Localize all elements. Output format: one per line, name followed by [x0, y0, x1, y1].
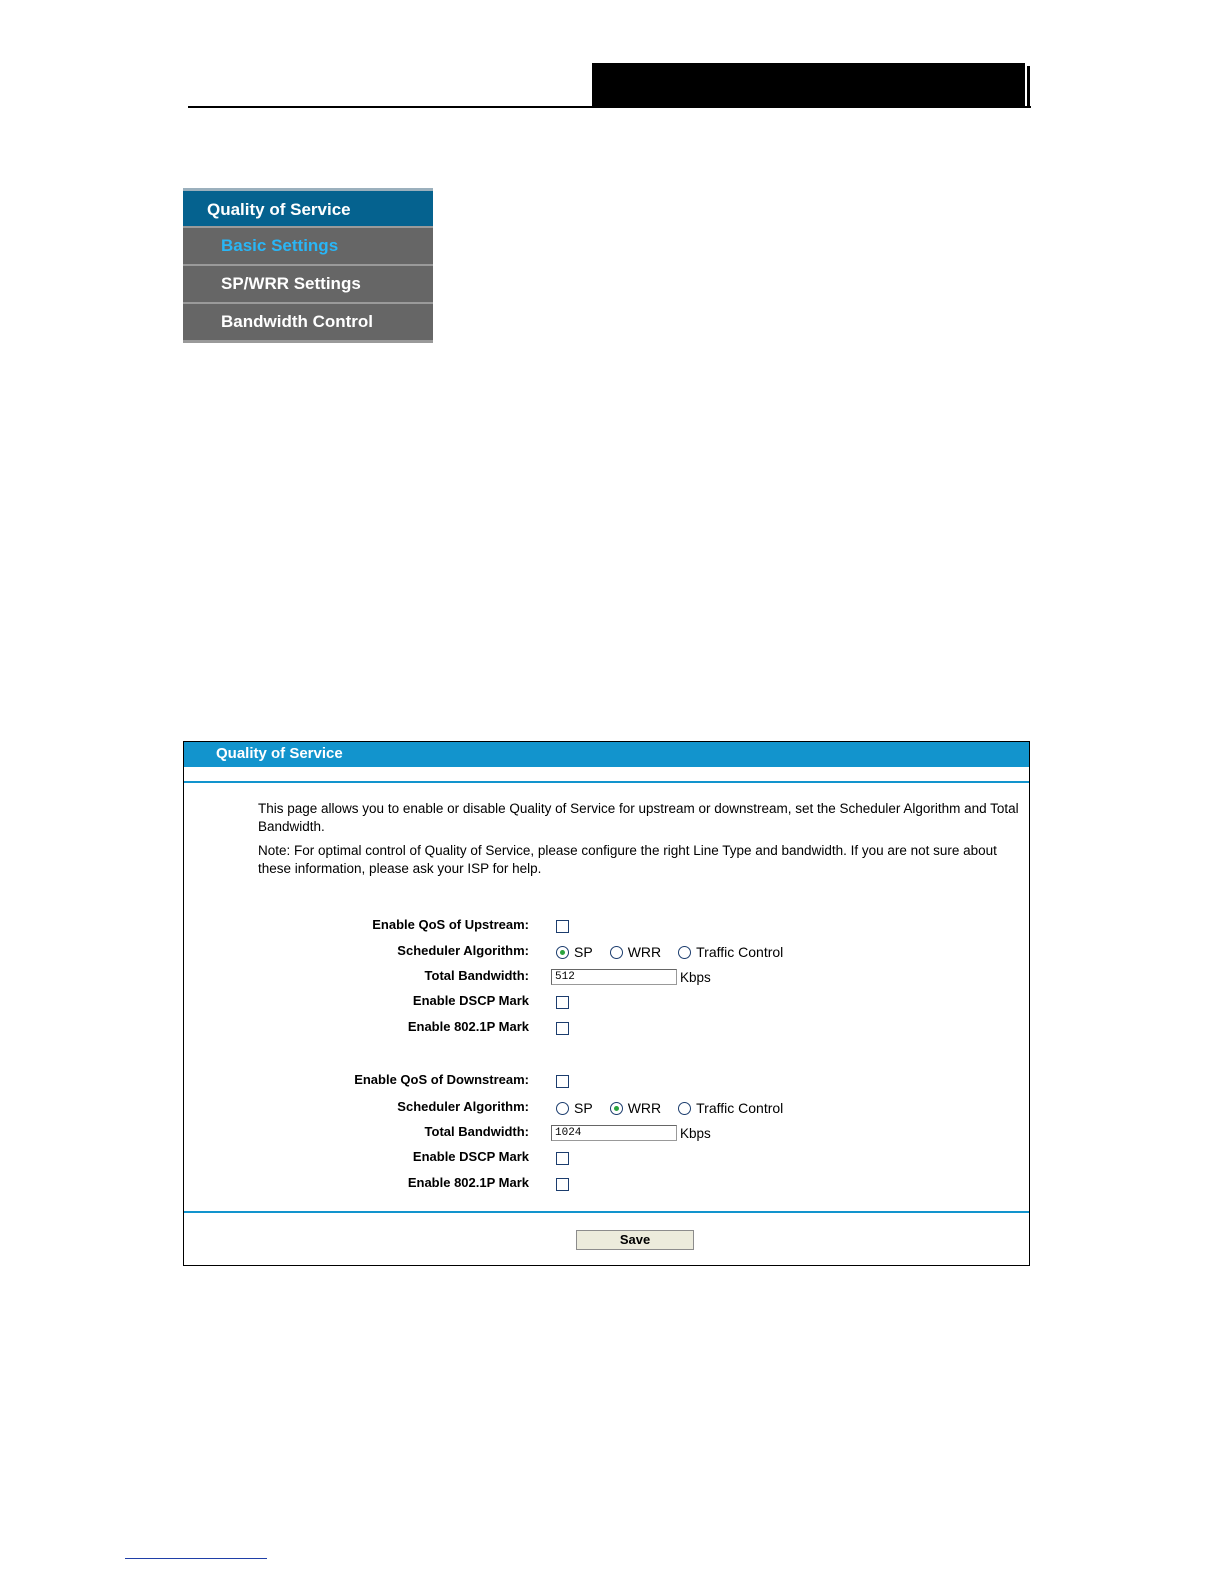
document-header-rule [188, 106, 1031, 108]
panel-title: Quality of Service [184, 742, 1029, 767]
qos-panel [183, 741, 1030, 1266]
panel-description: This page allows you to enable or disable Quality of Service for upstream or downstream, set the Scheduler Algorithm and Total Bandwidth. [258, 801, 1019, 834]
menu-item-basic-settings[interactable]: Basic Settings [183, 226, 433, 264]
downstream-enable-checkbox[interactable] [556, 1075, 569, 1088]
upstream-enable-label: Enable QoS of Upstream: [372, 917, 529, 932]
upstream-bandwidth-label: Total Bandwidth: [424, 968, 529, 983]
downstream-scheduler-label: Scheduler Algorithm: [397, 1099, 529, 1114]
downstream-bandwidth-unit: Kbps [680, 1125, 711, 1141]
downstream-sp-radio[interactable] [556, 1102, 569, 1115]
upstream-8021p-checkbox[interactable] [556, 1022, 569, 1035]
upstream-enable-checkbox[interactable] [556, 920, 569, 933]
downstream-dscp-label: Enable DSCP Mark [412, 1149, 529, 1164]
downstream-traffic-control-radio[interactable] [678, 1102, 691, 1115]
downstream-sp-label: SP [574, 1100, 593, 1116]
downstream-wrr-label: WRR [627, 1100, 662, 1116]
upstream-traffic-control-label: Traffic Control [696, 944, 784, 960]
qos-menu [183, 188, 433, 343]
document-header-edge [1027, 66, 1030, 108]
document-footer-rule [125, 1558, 267, 1559]
upstream-bandwidth-row [184, 966, 1029, 988]
upstream-enable-row [184, 915, 1029, 937]
upstream-wrr-label: WRR [627, 944, 662, 960]
upstream-dscp-row [184, 991, 1029, 1013]
downstream-bandwidth-input[interactable]: 1024 [551, 1125, 677, 1141]
downstream-dscp-row [184, 1147, 1029, 1169]
panel-divider-bottom [184, 1211, 1029, 1213]
downstream-wrr-radio[interactable] [610, 1102, 623, 1115]
upstream-sp-radio[interactable] [556, 946, 569, 959]
downstream-8021p-checkbox[interactable] [556, 1178, 569, 1191]
upstream-scheduler-row [184, 941, 1029, 963]
downstream-enable-row [184, 1070, 1029, 1092]
downstream-8021p-row [184, 1173, 1029, 1195]
menu-item-sp-wrr-settings[interactable]: SP/WRR Settings [183, 264, 433, 302]
upstream-bandwidth-unit: Kbps [680, 969, 711, 985]
upstream-dscp-label: Enable DSCP Mark [412, 993, 529, 1008]
upstream-dscp-checkbox[interactable] [556, 996, 569, 1009]
downstream-8021p-label: Enable 802.1P Mark [407, 1175, 529, 1190]
upstream-8021p-label: Enable 802.1P Mark [407, 1019, 529, 1034]
menu-item-bandwidth-control[interactable]: Bandwidth Control [183, 302, 433, 340]
downstream-bandwidth-label: Total Bandwidth: [424, 1124, 529, 1139]
upstream-8021p-row [184, 1017, 1029, 1039]
downstream-scheduler-row [184, 1097, 1029, 1119]
panel-note: Note: For optimal control of Quality of Service, please configure the right Line Type and bandwidth. If you are not sure about these information, please ask your ISP for help. [258, 843, 997, 876]
save-button[interactable]: Save [576, 1230, 694, 1250]
downstream-traffic-control-label: Traffic Control [696, 1100, 784, 1116]
upstream-sp-label: SP [574, 944, 593, 960]
upstream-scheduler-label: Scheduler Algorithm: [397, 943, 529, 958]
downstream-bandwidth-row [184, 1122, 1029, 1144]
menu-title[interactable]: Quality of Service [183, 188, 433, 226]
downstream-dscp-checkbox[interactable] [556, 1152, 569, 1165]
menu-bottom-border [183, 340, 433, 343]
upstream-wrr-radio[interactable] [610, 946, 623, 959]
upstream-traffic-control-radio[interactable] [678, 946, 691, 959]
upstream-bandwidth-input[interactable]: 512 [551, 969, 677, 985]
document-header-bar [592, 63, 1025, 108]
panel-divider-top [184, 781, 1029, 783]
downstream-enable-label: Enable QoS of Downstream: [354, 1072, 529, 1087]
